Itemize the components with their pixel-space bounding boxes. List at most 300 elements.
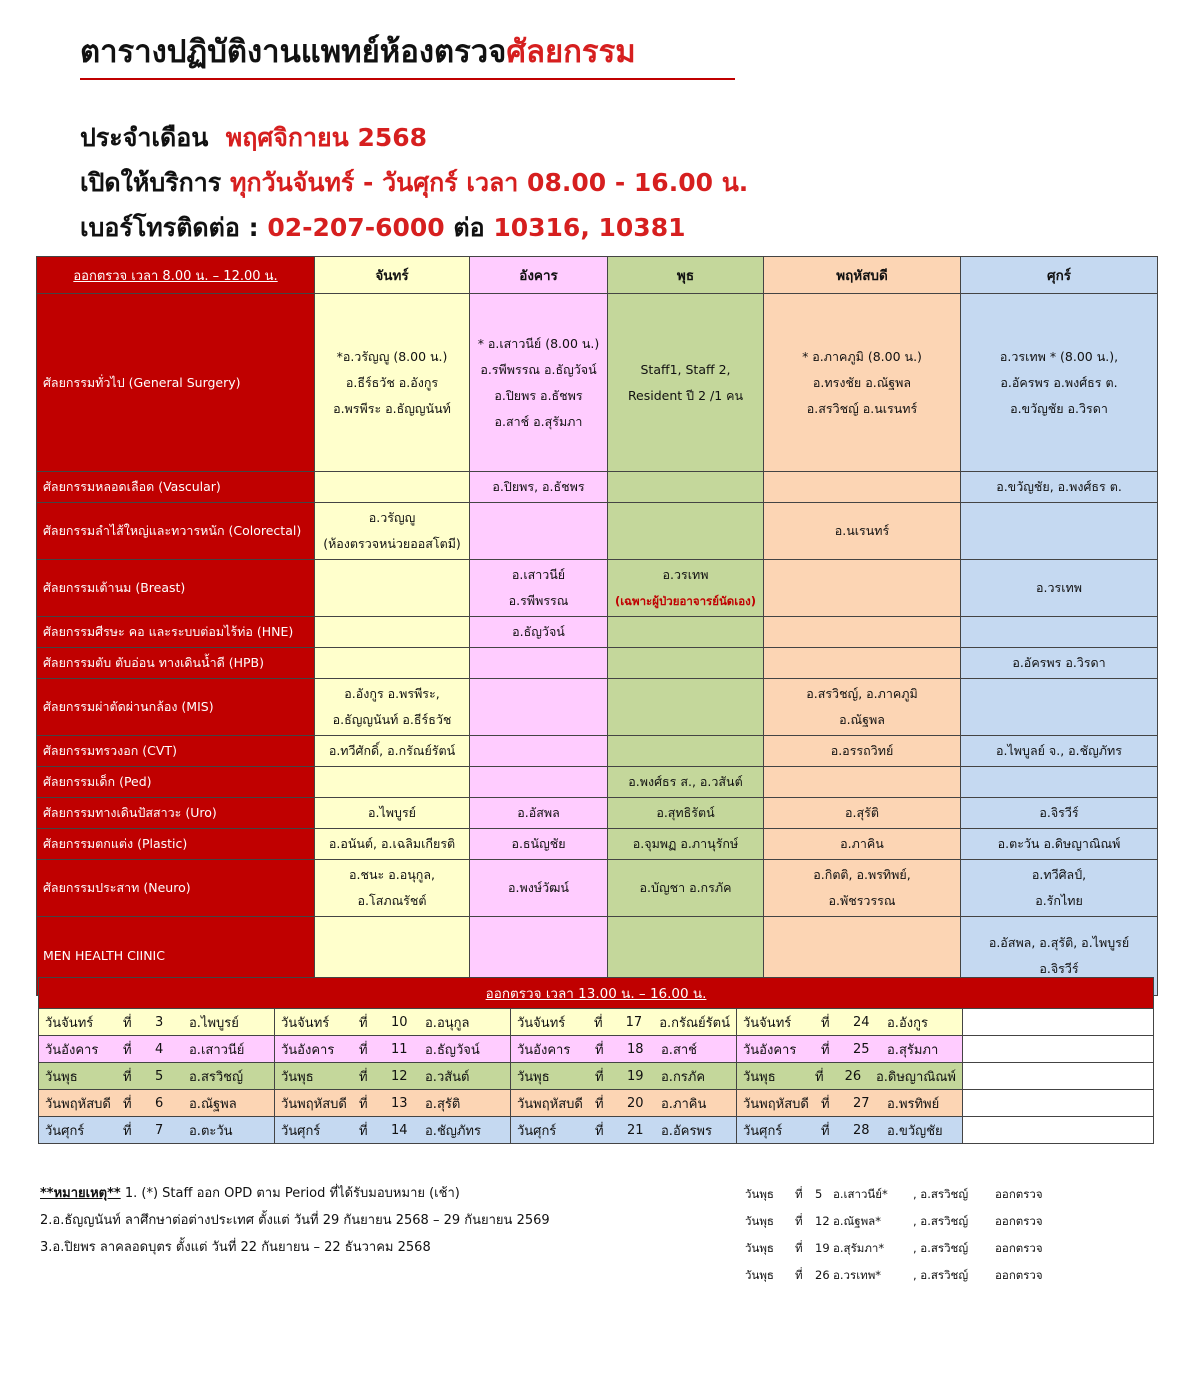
notes-heading: **หมายเหตุ**	[40, 1186, 121, 1201]
schedule-cell-thu	[764, 294, 961, 472]
schedule-cell-mon	[315, 798, 470, 829]
clinic-label: ศัลยกรรมผ่าตัดผ่านกล้อง (MIS)	[37, 679, 315, 736]
afternoon-slot	[39, 1117, 275, 1144]
schedule-cell-thu	[764, 767, 961, 798]
afternoon-slot	[737, 1090, 963, 1117]
doctor-line: อ.พงษ์วัฒน์	[508, 880, 569, 895]
clinic-row	[37, 798, 1158, 829]
schedule-cell-mon	[315, 560, 470, 617]
doctor-line: อ.ปิยพร อ.ธัชพร	[494, 387, 583, 403]
slot-doctor: อ.ภาคิน	[661, 1096, 707, 1112]
phone-line	[80, 208, 686, 248]
schedule-cell-tue	[470, 503, 608, 560]
afternoon-slot	[39, 1090, 275, 1117]
doctor-line: อ.ปิยพร, อ.ธัชพร	[492, 479, 585, 494]
schedule-cell-thu	[764, 736, 961, 767]
slot-day: วันศุกร์	[281, 1123, 321, 1139]
slot-marker: ที่	[359, 1042, 368, 1058]
doctor-line: อ.นเรนทร์	[834, 523, 890, 538]
morning-header-row	[37, 257, 1158, 294]
afternoon-time-header: ออกตรวจ เวลา 13.00 น. – 16.00 น.	[39, 978, 1154, 1009]
wed-note-doctor-2: , อ.สรวิชญ์	[913, 1268, 969, 1282]
slot-day: วันพฤหัสบดี	[743, 1096, 809, 1112]
wed-note-date: 26	[815, 1268, 830, 1282]
schedule-cell-wed	[608, 860, 764, 917]
slot-day: วันพุธ	[517, 1069, 550, 1085]
afternoon-slot	[737, 1117, 963, 1144]
slot-marker: ที่	[815, 1069, 824, 1085]
doctor-line: อ.ณัฐพล	[839, 712, 885, 727]
doctor-line: อ.สุรัติ	[845, 805, 879, 820]
slot-date: 25	[853, 1041, 870, 1057]
slot-day: วันจันทร์	[45, 1015, 94, 1031]
doctor-line: Resident ปี 2 /1 คน	[627, 387, 744, 403]
morning-body	[37, 294, 1158, 996]
schedule-cell-wed	[608, 648, 764, 679]
slot-doctor: อ.ตะวัน	[189, 1123, 233, 1139]
wed-note-row	[745, 1208, 1043, 1235]
wednesday-notes	[745, 1181, 1043, 1289]
doctor-line: อ.วรัญญู	[368, 510, 416, 525]
afternoon-row	[39, 1009, 1154, 1036]
slot-marker: ที่	[123, 1123, 132, 1139]
slot-date: 19	[627, 1068, 644, 1084]
slot-day: วันศุกร์	[743, 1123, 783, 1139]
doctor-line: อ.ขวัญชัย อ.วิรดา	[1010, 400, 1108, 416]
slot-date: 18	[627, 1041, 644, 1057]
slot-date: 13	[391, 1095, 408, 1111]
afternoon-empty-cell	[963, 1117, 1154, 1144]
wed-note-row	[745, 1262, 1043, 1289]
slot-marker: ที่	[594, 1015, 603, 1031]
slot-doctor: อ.วสันต์	[425, 1069, 470, 1085]
doctor-line: อ.ทวีศักดิ์, อ.กรัณย์รัตน์	[328, 743, 456, 758]
schedule-cell-thu	[764, 829, 961, 860]
service-value: ทุกวันจันทร์ - วันศุกร์ เวลา 08.00 - 16.00 น.	[229, 168, 749, 197]
schedule-cell-wed	[608, 736, 764, 767]
slot-date: 4	[155, 1041, 164, 1057]
afternoon-row	[39, 1063, 1154, 1090]
schedule-cell-thu	[764, 560, 961, 617]
clinic-label: ศัลยกรรมเต้านม (Breast)	[37, 560, 315, 617]
doctor-line: * อ.เสาวนีย์ (8.00 น.)	[477, 335, 600, 351]
slot-date: 10	[391, 1014, 408, 1030]
schedule-cell-fri	[961, 736, 1158, 767]
slot-date: 28	[853, 1122, 870, 1138]
doctor-line: อ.วรเทพ * (8.00 น.),	[999, 348, 1119, 364]
slot-doctor: อ.อัครพร	[661, 1123, 712, 1139]
doctor-line: อ.ธนัญชัย	[511, 836, 566, 851]
afternoon-empty-cell	[963, 1063, 1154, 1090]
wed-note-row	[745, 1181, 1043, 1208]
clinic-label: ศัลยกรรมทั่วไป (General Surgery)	[37, 294, 315, 472]
day-header-wed: พุธ	[608, 257, 764, 294]
doctor-line: อ.ตะวัน อ.ดิษญาณิณพ์	[997, 836, 1121, 851]
slot-date: 21	[627, 1122, 644, 1138]
slot-date: 12	[391, 1068, 408, 1084]
slot-doctor: อ.เสาวนีย์	[189, 1042, 245, 1058]
day-header-thu: พฤหัสบดี	[764, 257, 961, 294]
slot-day: วันอังคาร	[517, 1042, 571, 1058]
slot-marker: ที่	[123, 1096, 132, 1112]
schedule-cell-thu	[764, 648, 961, 679]
wed-note-doctor-2: , อ.สรวิชญ์	[913, 1214, 969, 1228]
slot-date: 26	[844, 1068, 862, 1084]
schedule-cell-tue	[470, 767, 608, 798]
slot-marker: ที่	[359, 1123, 368, 1139]
slot-date: 6	[155, 1095, 164, 1111]
slot-day: วันอังคาร	[743, 1042, 797, 1058]
doctor-line: อ.จิรวีร์	[1039, 805, 1079, 820]
wed-note-day: วันพุธ	[745, 1268, 774, 1282]
schedule-cell-tue	[470, 798, 608, 829]
page-title	[80, 26, 636, 76]
doctor-line: อ.ทวีศิลป์,	[1031, 867, 1087, 882]
doctor-line: อ.โสภณรัชต์	[357, 893, 427, 908]
service-line	[80, 163, 748, 203]
doctor-line: อ.จุมพฏ อ.ภานุรักษ์	[632, 836, 739, 851]
slot-doctor: อ.กรภัค	[661, 1069, 706, 1085]
slot-day: วันพฤหัสบดี	[517, 1096, 583, 1112]
doctor-line: อ.พัชรวรรณ	[828, 893, 896, 908]
doctor-line: อ.ขวัญชัย, อ.พงศ์ธร ต.	[996, 479, 1122, 494]
clinic-row	[37, 560, 1158, 617]
wed-special-note: (เฉพาะผู้ป่วยอาจารย์นัดเอง)	[615, 594, 756, 608]
doctor-line: อ.รพีพรรณ อ.ธัญวัจน์	[480, 361, 597, 377]
wed-note-doctor: อ.วรเทพ*	[833, 1268, 882, 1282]
afternoon-slot	[275, 1036, 511, 1063]
slot-doctor: อ.ชัญภัทร	[425, 1123, 481, 1139]
schedule-cell-mon	[315, 679, 470, 736]
month-label: ประจำเดือน	[80, 123, 209, 152]
afternoon-empty-cell	[963, 1090, 1154, 1117]
schedule-cell-fri	[961, 648, 1158, 679]
title-accent: ศัลยกรรม	[506, 34, 636, 70]
clinic-label: ศัลยกรรมประสาท (Neuro)	[37, 860, 315, 917]
doctor-line: อ.ธัญญนันท์ อ.ธีร์ธวัช	[332, 712, 452, 727]
morning-time-header: ออกตรวจ เวลา 8.00 น. – 12.00 น.	[37, 257, 315, 294]
schedule-cell-mon	[315, 294, 470, 472]
schedule-cell-mon	[315, 860, 470, 917]
doctor-line: อ.พงศ์ธร ส., อ.วสันต์	[628, 774, 743, 789]
doctor-line: อ.อนันต์, อ.เฉลิมเกียรติ	[328, 836, 456, 851]
schedule-cell-mon	[315, 617, 470, 648]
slot-day: วันพุธ	[743, 1069, 776, 1085]
slot-date: 5	[155, 1068, 164, 1084]
afternoon-slot	[737, 1063, 963, 1090]
afternoon-slot	[511, 1090, 737, 1117]
wed-note-row	[745, 1235, 1043, 1262]
doctor-line: * อ.ภาคภูมิ (8.00 น.)	[802, 348, 922, 364]
wed-note-action: ออกตรวจ	[995, 1187, 1043, 1201]
service-label: เปิดให้บริการ	[80, 168, 222, 197]
schedule-cell-mon	[315, 736, 470, 767]
slot-day: วันศุกร์	[517, 1123, 557, 1139]
month-line	[80, 118, 427, 158]
note-line-2: 2.อ.ธัญญนันท์ ลาศึกษาต่อต่างประเทศ ตั้งแต่ วันที่ 29 กันยายน 2568 – 29 กันยายน 2569	[40, 1213, 550, 1228]
title-underline	[80, 78, 735, 80]
note-line-3: 3.อ.ปิยพร ลาคลอดบุตร ตั้งแต่ วันที่ 22 กันยายน – 22 ธันวาคม 2568	[40, 1240, 431, 1255]
doctor-line: อ.รพีพรรณ	[508, 593, 569, 608]
slot-date: 24	[853, 1014, 870, 1030]
schedule-cell-wed	[608, 767, 764, 798]
clinic-row	[37, 679, 1158, 736]
slot-marker: ที่	[123, 1015, 132, 1031]
title-main: ตารางปฏิบัติงานแพทย์ห้องตรวจ	[80, 34, 507, 70]
clinic-row	[37, 829, 1158, 860]
slot-marker: ที่	[821, 1096, 830, 1112]
afternoon-slot	[39, 1063, 275, 1090]
slot-marker: ที่	[595, 1069, 604, 1085]
slot-marker: ที่	[359, 1015, 368, 1031]
wed-note-doctor-2: , อ.สรวิชญ์	[913, 1241, 969, 1255]
afternoon-slot	[275, 1009, 511, 1036]
schedule-cell-wed	[608, 503, 764, 560]
day-header-tue: อังคาร	[470, 257, 608, 294]
slot-doctor: อ.พรทิพย์	[887, 1096, 940, 1112]
slot-doctor: อ.ธัญวัจน์	[425, 1042, 480, 1058]
afternoon-body	[39, 978, 1154, 1144]
afternoon-slot	[275, 1063, 511, 1090]
slot-doctor: อ.อังกูร	[887, 1015, 928, 1031]
schedule-cell-fri	[961, 767, 1158, 798]
slot-marker: ที่	[123, 1069, 132, 1085]
ext-label: ต่อ	[453, 213, 485, 242]
slot-doctor: อ.ดิษญาณิณพ์	[875, 1069, 956, 1085]
slot-date: 17	[625, 1014, 643, 1030]
clinic-row	[37, 503, 1158, 560]
slot-doctor: อ.ณัฐพล	[189, 1096, 237, 1112]
wed-note-day: วันพุธ	[745, 1214, 774, 1228]
phone-label: เบอร์โทรติดต่อ :	[80, 213, 259, 242]
afternoon-slot	[737, 1009, 963, 1036]
clinic-label: ศัลยกรรมตกแต่ง (Plastic)	[37, 829, 315, 860]
doctor-line: อ.จิรวีร์	[1039, 961, 1079, 976]
slot-doctor: อ.ไพบูรย์	[189, 1015, 239, 1031]
afternoon-row	[39, 1090, 1154, 1117]
doctor-line: อ.อัสพล	[517, 805, 560, 820]
wed-note-date: 19	[815, 1241, 830, 1255]
note-line-1	[40, 1180, 550, 1207]
slot-date: 11	[391, 1041, 408, 1057]
schedule-cell-wed	[608, 617, 764, 648]
doctor-line: อ.ธัญวัจน์	[512, 624, 565, 639]
schedule-cell-wed	[608, 472, 764, 503]
clinic-row	[37, 860, 1158, 917]
slot-day: วันพฤหัสบดี	[281, 1096, 347, 1112]
doctor-line: อ.อัครพร อ.พงศ์ธร ต.	[1000, 374, 1118, 390]
afternoon-slot	[511, 1117, 737, 1144]
doctor-line: อ.สุทธิรัตน์	[656, 805, 715, 820]
wed-note-marker: ที่	[795, 1241, 803, 1255]
afternoon-slot	[275, 1090, 511, 1117]
slot-doctor: อ.อนุกูล	[425, 1015, 470, 1031]
slot-marker: ที่	[123, 1042, 132, 1058]
schedule-cell-thu	[764, 679, 961, 736]
schedule-cell-thu	[764, 798, 961, 829]
note-1: 1. (*) Staff ออก OPD ตาม Period ที่ได้รับมอบหมาย (เช้า)	[120, 1186, 460, 1201]
schedule-cell-wed	[608, 679, 764, 736]
clinic-row	[37, 767, 1158, 798]
afternoon-slot	[39, 1009, 275, 1036]
wed-note-doctor: อ.ณัฐพล*	[833, 1214, 881, 1228]
doctor-line: อ.ธีร์ธวัช อ.อังกูร	[345, 374, 439, 390]
clinic-label: ศัลยกรรมหลอดเลือด (Vascular)	[37, 472, 315, 503]
wed-note-action: ออกตรวจ	[995, 1214, 1043, 1228]
schedule-cell-fri	[961, 560, 1158, 617]
wed-note-day: วันพุธ	[745, 1187, 774, 1201]
clinic-label: ศัลยกรรมทรวงอก (CVT)	[37, 736, 315, 767]
slot-date: 20	[627, 1095, 644, 1111]
afternoon-slot	[511, 1063, 737, 1090]
slot-marker: ที่	[821, 1015, 830, 1031]
day-header-mon: จันทร์	[315, 257, 470, 294]
schedule-cell-fri	[961, 829, 1158, 860]
schedule-cell-fri	[961, 472, 1158, 503]
slot-doctor: อ.ขวัญชัย	[887, 1123, 943, 1139]
slot-date: 7	[155, 1122, 164, 1138]
schedule-cell-mon	[315, 767, 470, 798]
wed-note-doctor-2: , อ.สรวิชญ์	[913, 1187, 969, 1201]
doctor-line: อ.พรพีระ อ.ธัญญนันท์	[333, 400, 451, 416]
schedule-cell-thu	[764, 617, 961, 648]
clinic-label: ศัลยกรรมทางเดินปัสสาวะ (Uro)	[37, 798, 315, 829]
afternoon-header-row	[39, 978, 1154, 1009]
schedule-cell-tue	[470, 829, 608, 860]
schedule-cell-fri	[961, 798, 1158, 829]
day-header-fri: ศุกร์	[961, 257, 1158, 294]
schedule-cell-tue	[470, 617, 608, 648]
slot-marker: ที่	[359, 1096, 368, 1112]
clinic-label: ศัลยกรรมลำไส้ใหญ่และทวารหนัก (Colorectal)	[37, 503, 315, 560]
doctor-line: อ.ไพบูรย์	[368, 805, 416, 820]
afternoon-row	[39, 1117, 1154, 1144]
slot-day: วันจันทร์	[281, 1015, 330, 1031]
doctor-line: อ.อัสพล, อ.สุรัติ, อ.ไพบูรย์	[988, 935, 1130, 950]
slot-doctor: อ.สาช์	[661, 1042, 697, 1058]
schedule-cell-fri	[961, 679, 1158, 736]
afternoon-schedule-table	[38, 977, 1154, 1144]
schedule-cell-tue	[470, 294, 608, 472]
doctor-line: (ห้องตรวจหน่วยออสโตมี)	[323, 536, 461, 551]
slot-date: 27	[853, 1095, 870, 1111]
wed-note-date: 5	[815, 1187, 823, 1201]
doctor-line: อ.วรเทพ	[662, 567, 709, 582]
clinic-row	[37, 472, 1158, 503]
clinic-label: MEN HEALTH CIINIC	[37, 917, 315, 996]
slot-marker: ที่	[821, 1123, 830, 1139]
schedule-cell-mon	[315, 503, 470, 560]
schedule-cell-tue	[470, 860, 608, 917]
wed-note-action: ออกตรวจ	[995, 1241, 1043, 1255]
doctor-line: อ.ชนะ อ.อนุกูล,	[349, 867, 435, 882]
schedule-cell-fri	[961, 860, 1158, 917]
schedule-cell-thu	[764, 503, 961, 560]
slot-day: วันจันทร์	[517, 1015, 566, 1031]
slot-date: 14	[391, 1122, 408, 1138]
wed-note-day: วันพุธ	[745, 1241, 774, 1255]
month-value: พฤศจิกายน 2568	[225, 123, 428, 152]
schedule-cell-thu	[764, 860, 961, 917]
schedule-cell-mon	[315, 829, 470, 860]
slot-doctor: อ.สุรัติ	[425, 1096, 461, 1112]
afternoon-empty-cell	[963, 1009, 1154, 1036]
afternoon-slot	[275, 1117, 511, 1144]
doctor-line: อ.วรเทพ	[1036, 580, 1082, 595]
doctor-line: อ.อรรถวิทย์	[830, 743, 894, 758]
wed-note-marker: ที่	[795, 1268, 803, 1282]
doctor-line: อ.สรวิชญ์ อ.นเรนทร์	[806, 400, 918, 416]
wed-note-date: 12	[815, 1214, 830, 1228]
clinic-label: ศัลยกรรมเด็ก (Ped)	[37, 767, 315, 798]
doctor-line: *อ.วรัญญู (8.00 น.)	[336, 348, 448, 364]
clinic-row	[37, 617, 1158, 648]
clinic-label: ศัลยกรรมตับ ตับอ่อน ทางเดินน้ำดี (HPB)	[37, 648, 315, 679]
clinic-row	[37, 294, 1158, 472]
doctor-line: อ.อังกูร อ.พรพีระ,	[344, 686, 440, 701]
doctor-line: อ.อัครพร อ.วิรดา	[1012, 655, 1106, 670]
wed-note-doctor: อ.สุรัมภา*	[833, 1241, 885, 1255]
afternoon-slot	[511, 1036, 737, 1063]
slot-day: วันจันทร์	[743, 1015, 792, 1031]
clinic-row	[37, 648, 1158, 679]
afternoon-row	[39, 1036, 1154, 1063]
doctor-line: อ.ไพบูลย์ จ., อ.ชัญภัทร	[996, 743, 1122, 758]
slot-marker: ที่	[821, 1042, 830, 1058]
slot-date: 3	[155, 1014, 164, 1030]
slot-day: วันอังคาร	[45, 1042, 99, 1058]
slot-day: วันพุธ	[45, 1069, 78, 1085]
clinic-label: ศัลยกรรมศีรษะ คอ และระบบต่อมไร้ท่อ (HNE)	[37, 617, 315, 648]
afternoon-slot	[737, 1036, 963, 1063]
slot-day: วันอังคาร	[281, 1042, 335, 1058]
afternoon-slot	[511, 1009, 737, 1036]
schedule-cell-wed	[608, 294, 764, 472]
doctor-line: อ.กิตติ, อ.พรทิพย์,	[813, 867, 911, 882]
doctor-line: อ.ทรงชัย อ.ณัฐพล	[812, 374, 912, 390]
slot-day: วันพุธ	[281, 1069, 314, 1085]
schedule-cell-wed	[608, 829, 764, 860]
doctor-line: Staff1, Staff 2,	[640, 361, 731, 377]
schedule-cell-tue	[470, 472, 608, 503]
slot-day: วันพฤหัสบดี	[45, 1096, 111, 1112]
doctor-line: อ.สาช์ อ.สุรัมภา	[494, 413, 583, 429]
slot-marker: ที่	[359, 1069, 368, 1085]
schedule-cell-thu	[764, 472, 961, 503]
clinic-row	[37, 736, 1158, 767]
slot-doctor: อ.สุรัมภา	[887, 1042, 939, 1058]
doctor-line: อ.รักไทย	[1035, 893, 1083, 908]
slot-doctor: อ.สรวิชญ์	[189, 1069, 244, 1085]
morning-schedule-table	[36, 256, 1158, 996]
schedule-cell-tue	[470, 679, 608, 736]
afternoon-slot	[39, 1036, 275, 1063]
schedule-cell-tue	[470, 560, 608, 617]
wed-note-doctor: อ.เสาวนีย์*	[833, 1187, 888, 1201]
doctor-line: อ.สรวิชญ์, อ.ภาคภูมิ	[806, 686, 918, 701]
schedule-cell-fri	[961, 294, 1158, 472]
wed-note-marker: ที่	[795, 1214, 803, 1228]
doctor-line: อ.ภาคิน	[840, 836, 884, 851]
notes-section	[40, 1180, 550, 1261]
schedule-cell-mon	[315, 472, 470, 503]
phone-value: 02-207-6000	[267, 213, 445, 242]
slot-day: วันศุกร์	[45, 1123, 85, 1139]
afternoon-empty-cell	[963, 1036, 1154, 1063]
doctor-line: อ.เสาวนีย์	[511, 567, 566, 582]
wed-note-marker: ที่	[795, 1187, 803, 1201]
schedule-cell-mon	[315, 648, 470, 679]
